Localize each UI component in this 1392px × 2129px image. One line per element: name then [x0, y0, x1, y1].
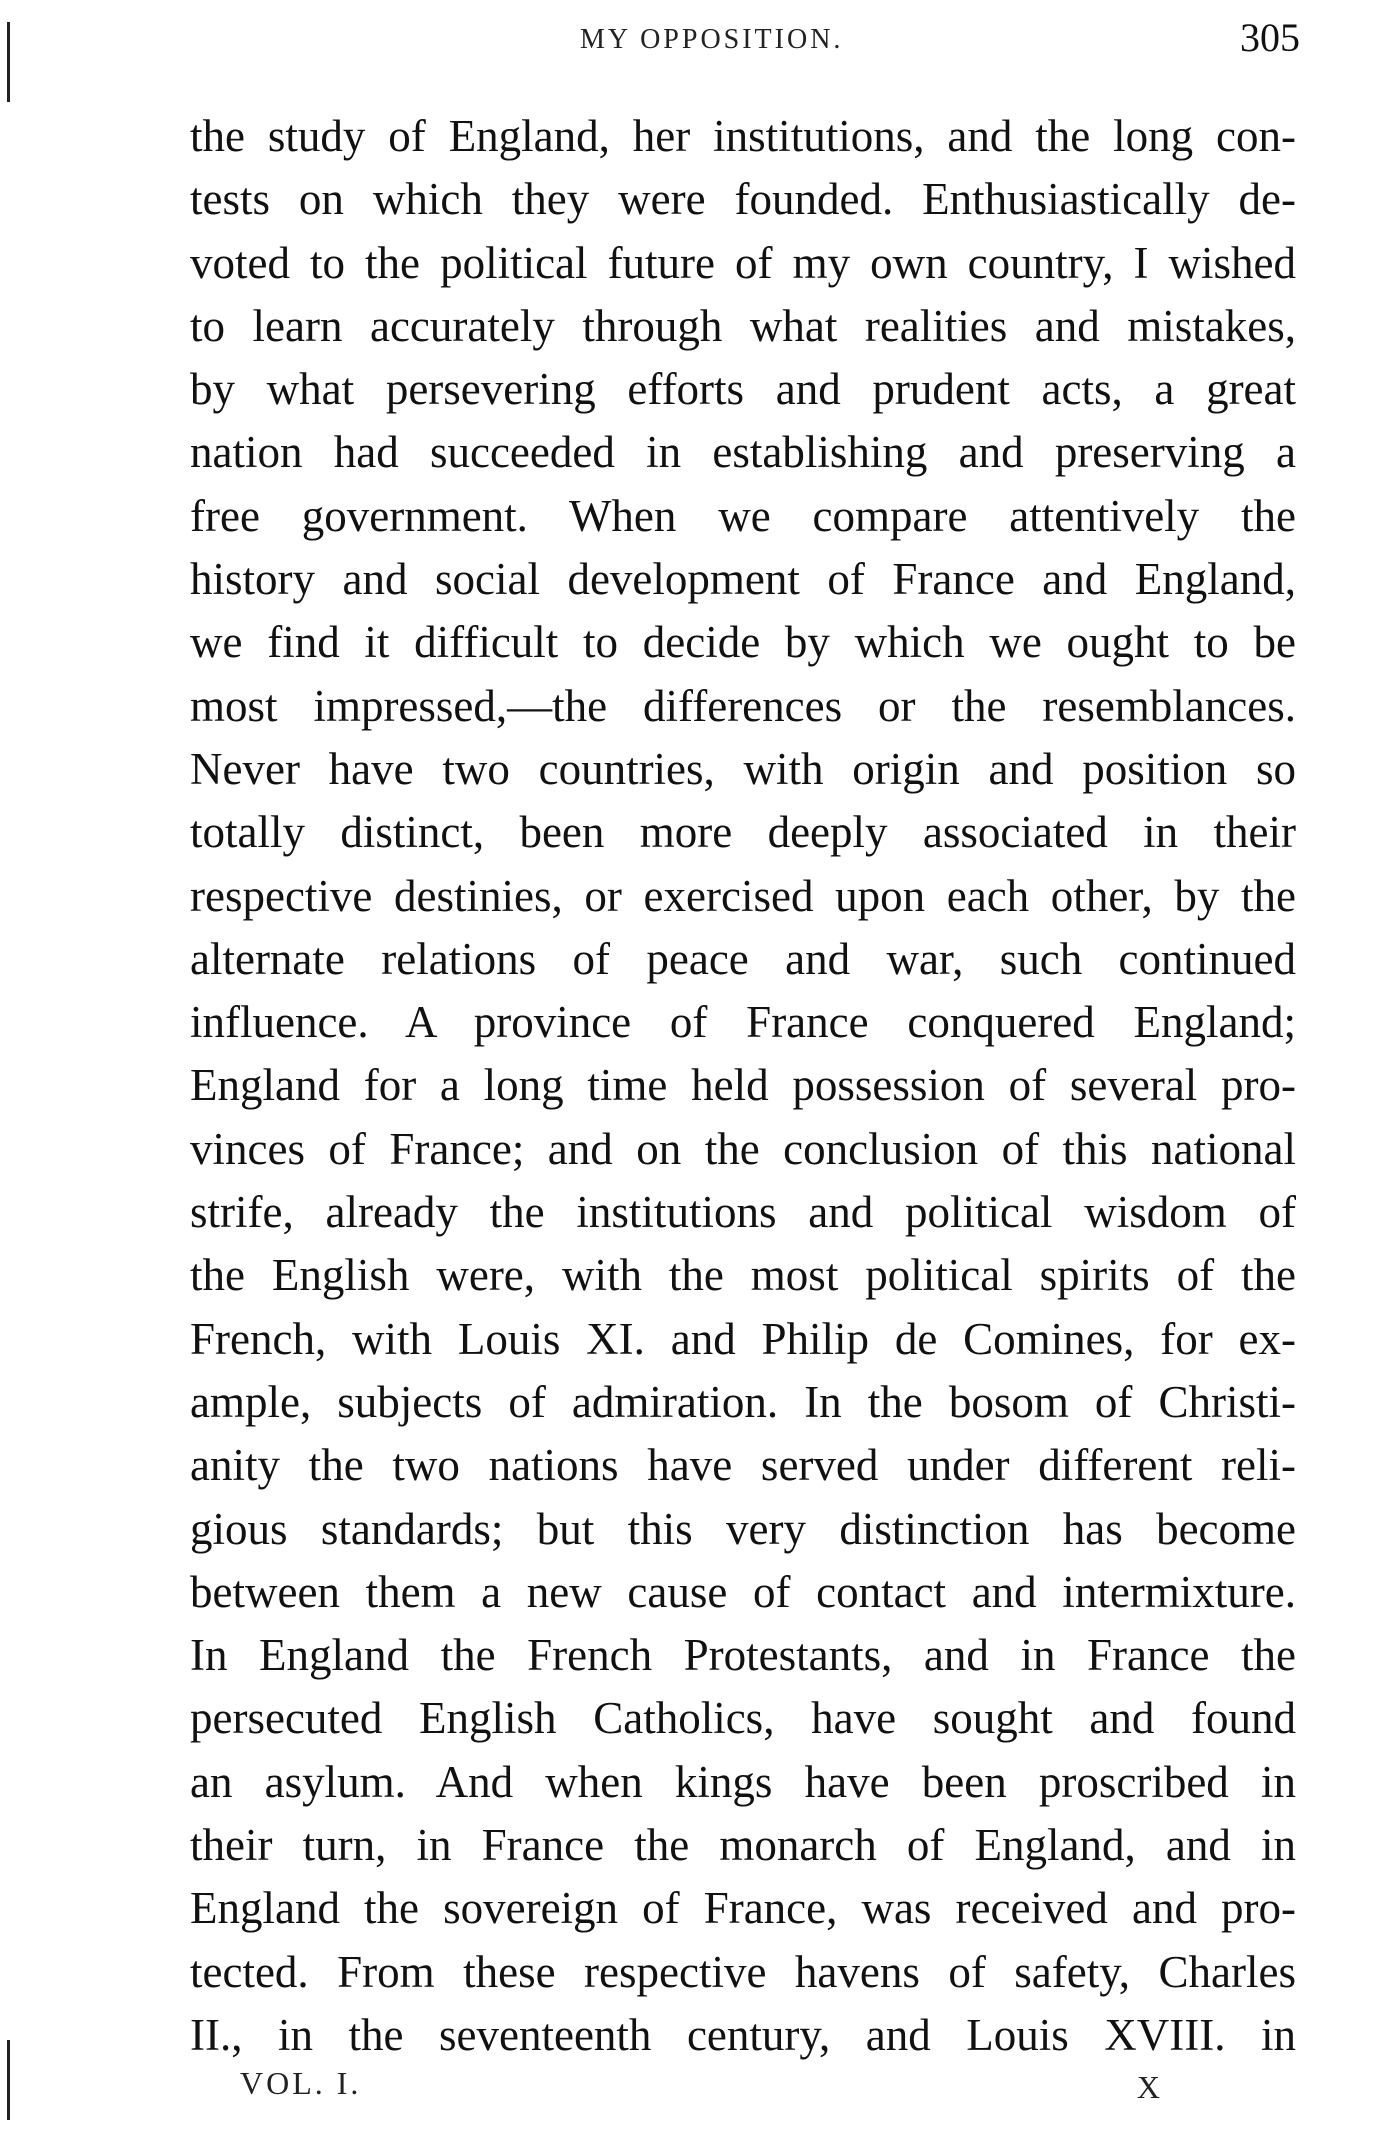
page-header — [190, 10, 1300, 70]
text-line: In England the French Protestants, and in France the — [190, 1630, 1296, 1681]
signature-mark: X — [1136, 2069, 1160, 2105]
text-line: to learn accurately through what realities and mistakes, — [190, 300, 1296, 351]
text-line: their turn, in France the monarch of England, and in — [190, 1820, 1296, 1871]
text-line: vinces of France; and on the conclusion of this national — [190, 1123, 1296, 1174]
text-line: tests on which they were founded. Enthusiastically de- — [190, 174, 1296, 225]
text-line: nation had succeeded in establishing and preserving a — [190, 427, 1296, 478]
text-line: ample, subjects of admiration. In the bosom of Christi- — [190, 1376, 1296, 1427]
page-number: 305 — [1240, 15, 1300, 60]
volume-label: VOL. I. — [240, 2065, 362, 2101]
text-line: alternate relations of peace and war, such continued — [190, 933, 1296, 984]
text-line: we find it difficult to decide by which we ought to be — [190, 617, 1296, 668]
text-line: by what persevering efforts and prudent acts, a great — [190, 364, 1296, 415]
page-footer — [240, 2065, 1160, 2115]
text-line: the English were, with the most political spirits of the — [190, 1250, 1296, 1301]
text-line: anity the two nations have served under different reli- — [190, 1440, 1296, 1491]
text-line: respective destinies, or exercised upon each other, by the — [190, 870, 1296, 921]
text-line: an asylum. And when kings have been proscribed in — [190, 1756, 1296, 1807]
text-line: England the sovereign of France, was received and pro- — [190, 1883, 1296, 1934]
text-line: tected. From these respective havens of safety, Charles — [190, 1946, 1296, 1997]
text-line: influence. A province of France conquered England; — [190, 997, 1296, 1048]
text-line: persecuted English Catholics, have sought and found — [190, 1693, 1296, 1744]
text-line: Never have two countries, with origin and position so — [190, 743, 1296, 794]
body-text — [190, 105, 1296, 2067]
text-line: most impressed,—the differences or the resemblances. — [190, 680, 1296, 731]
running-head: MY OPPOSITION. — [580, 24, 844, 55]
text-line: history and social development of France and England, — [190, 554, 1296, 605]
page-edge-mark — [7, 22, 10, 102]
page-edge-mark — [7, 2040, 10, 2120]
text-line: between them a new cause of contact and intermixture. — [190, 1566, 1296, 1617]
text-line: the study of England, her institutions, and the long con- — [190, 111, 1296, 161]
text-line: free government. When we compare attentively the — [190, 490, 1296, 541]
text-line: gious standards; but this very distinction has become — [190, 1503, 1296, 1554]
text-line: French, with Louis XI. and Philip de Comines, for ex- — [190, 1313, 1296, 1364]
text-line: strife, already the institutions and political wisdom of — [190, 1187, 1296, 1238]
text-line: voted to the political future of my own country, I wished — [190, 237, 1296, 288]
text-line: totally distinct, been more deeply associated in their — [190, 807, 1296, 858]
text-line: England for a long time held possession of several pro- — [190, 1060, 1296, 1111]
text-line: II., in the seventeenth century, and Louis XVIII. in — [190, 2009, 1296, 2060]
